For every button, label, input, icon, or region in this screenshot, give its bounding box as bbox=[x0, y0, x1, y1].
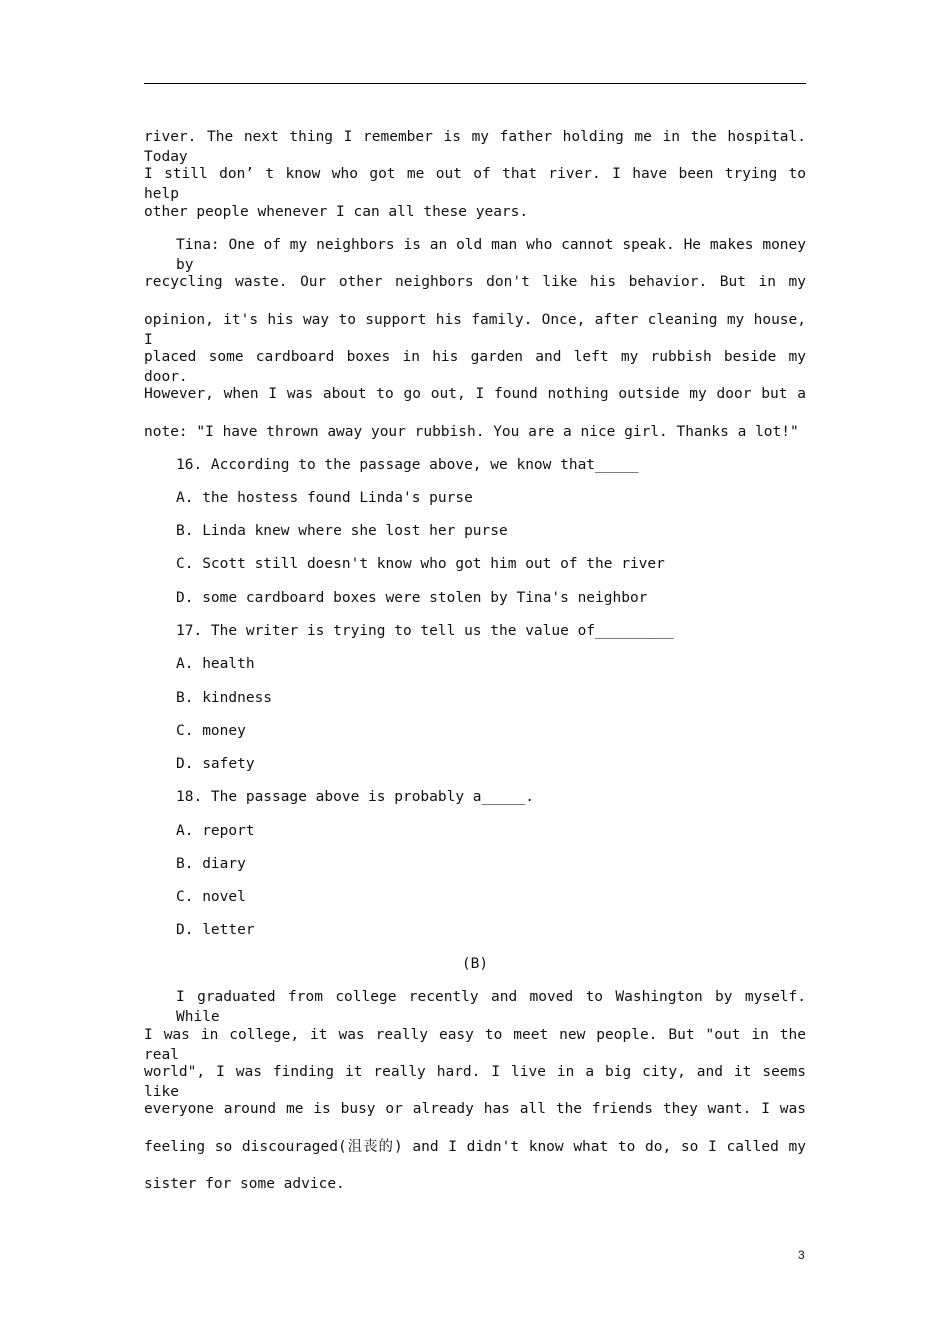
answer-option: C. novel bbox=[176, 889, 246, 905]
header-rule bbox=[144, 83, 806, 84]
passage-line: placed some cardboard boxes in his garden and left my rubbish beside my door. bbox=[144, 349, 806, 385]
passage-line: Tina: One of my neighbors is an old man who cannot speak. He makes money by bbox=[176, 237, 806, 273]
passage-line: world", I was finding it really hard. I live in a big city, and it seems like bbox=[144, 1064, 806, 1100]
passage-line: sister for some advice. bbox=[144, 1176, 345, 1192]
question-stem: 18. The passage above is probably a_____. bbox=[176, 789, 534, 805]
answer-option: D. safety bbox=[176, 756, 255, 772]
passage-line: recycling waste. Our other neighbors don't like his behavior. But in my bbox=[144, 274, 806, 290]
answer-option: A. report bbox=[176, 823, 255, 839]
answer-option: C. money bbox=[176, 723, 246, 739]
passage-line: I still don’ t know who got me out of that river. I have been trying to help bbox=[144, 166, 806, 202]
passage-line: feeling so discouraged(沮丧的) and I didn't know what to do, so I called my bbox=[144, 1139, 806, 1155]
page-number: 3 bbox=[798, 1248, 805, 1262]
question-stem: 17. The writer is trying to tell us the value of_________ bbox=[176, 623, 674, 639]
section-heading: (B) bbox=[461, 956, 489, 972]
answer-option: B. diary bbox=[176, 856, 246, 872]
answer-option: B. kindness bbox=[176, 690, 273, 706]
answer-option: D. some cardboard boxes were stolen by Tina's neighbor bbox=[176, 590, 648, 606]
answer-option: C. Scott still doesn't know who got him out of the river bbox=[176, 556, 665, 572]
answer-option: B. Linda knew where she lost her purse bbox=[176, 523, 508, 539]
passage-line: I graduated from college recently and moved to Washington by myself. While bbox=[176, 989, 806, 1025]
passage-line: However, when I was about to go out, I found nothing outside my door but a bbox=[144, 386, 806, 402]
question-stem: 16. According to the passage above, we know that_____ bbox=[176, 457, 639, 473]
answer-option: A. health bbox=[176, 656, 255, 672]
passage-line: note: "I have thrown away your rubbish. You are a nice girl. Thanks a lot!" bbox=[144, 424, 799, 440]
passage-line: other people whenever I can all these years. bbox=[144, 204, 529, 220]
answer-option: A. the hostess found Linda's purse bbox=[176, 490, 473, 506]
passage-line: everyone around me is busy or already has all the friends they want. I was bbox=[144, 1101, 806, 1117]
passage-line: opinion, it's his way to support his family. Once, after cleaning my house, I bbox=[144, 312, 806, 348]
passage-line: I was in college, it was really easy to meet new people. But "out in the real bbox=[144, 1027, 806, 1063]
answer-option: D. letter bbox=[176, 922, 255, 938]
passage-line: river. The next thing I remember is my father holding me in the hospital. Today bbox=[144, 129, 806, 165]
